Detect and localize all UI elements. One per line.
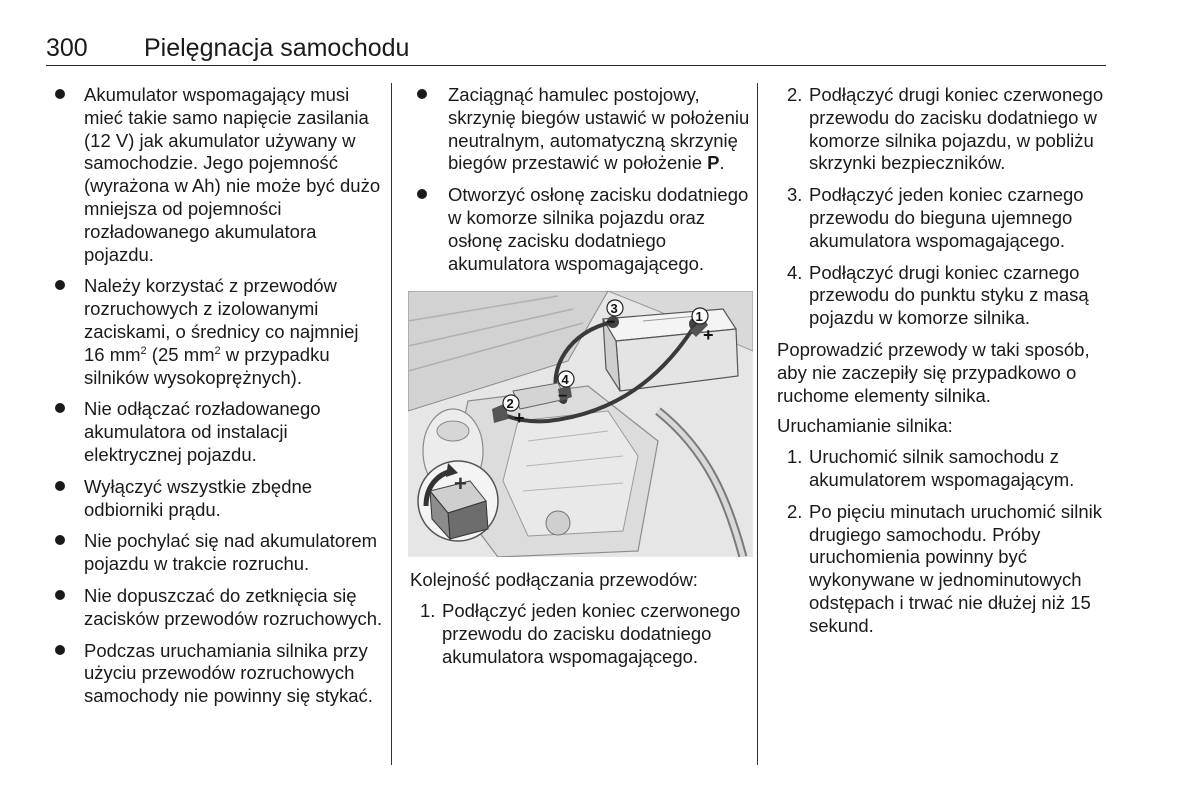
step-text: Podłączyć jeden koniec czarnego przewodu do bieguna ujemnego akumulatora wspomagającego. [809,184,1084,251]
superscript: 2 [214,344,221,357]
figure-label-4: 4 [561,372,569,388]
step-text: Podłączyć jeden koniec czerwonego przewodu do zacisku dodatniego akumulatora wspomagającego. [442,600,741,667]
engine-bay-drawing [408,291,753,557]
column-divider-1 [391,83,392,765]
figure-caption: Kolejność podłączania przewodów: [410,569,698,591]
bullet-icon [55,280,65,290]
superscript: 2 [140,344,147,357]
bullet-icon [55,645,65,655]
figure-minus-sign: − [558,388,568,406]
step-number: 4. [787,261,803,283]
list-item [410,84,750,175]
bullet-icon [417,189,427,199]
step-text: Po pięciu minutach uruchomić silnik drugiego samochodu. Próby uruchomienia powinny być wykonywane w jednominutowych odstępach i trwać nie dłużej niż 15 sekund. [809,500,1103,636]
gear-position-p: P [707,152,720,174]
list-item [48,640,383,708]
list-item [48,84,383,266]
list-item [777,446,1107,492]
list-item-text: Nie pochylać się nad akumulatorem pojazdu w trakcie rozruchu. [84,530,378,575]
step-number: 2. [787,84,803,105]
step-number: 1. [420,600,436,622]
list-item-text: Należy korzystać z przewodów rozruchowych z izolowanymi zaciskami, o średnicy co najmniej 16 mm [84,275,359,365]
list-item-text: Wyłączyć wszystkie zbędne odbiorniki prądu. [84,475,313,520]
column-3 [777,84,1107,647]
figure-label-2: 2 [506,396,514,412]
figure-label-1: 1 [695,309,703,325]
list-item [48,398,383,466]
step-text: Podłączyć drugi koniec czarnego przewodu do punktu styku z masą pojazdu w komorze silnika. [809,261,1089,329]
list-item [48,275,383,389]
engine-bay-illustration [408,291,753,557]
inset-plus-sign: + [454,471,467,497]
list-item [48,530,383,576]
list-item-text: Zaciągnąć hamulec postojowy, skrzynię biegów ustawić w położeniu neutralnym, automatyczną skrzynię biegów przestawić w położenie [448,84,750,174]
column-2 [410,84,750,678]
step-number: 3. [787,184,803,206]
list-item [410,600,750,668]
starting-engine-heading: Uruchamianie silnika: [777,415,953,437]
bullet-icon [55,89,65,99]
figure-plus-sign: + [514,408,525,429]
bullet-icon [55,403,65,413]
bullet-icon [417,89,427,99]
section-title: Pielęgnacja samochodu [144,34,410,62]
bullet-icon [55,590,65,600]
list-item [48,585,383,631]
list-item [410,184,750,275]
list-item-text: . [719,152,725,174]
preparation-list [410,84,750,275]
list-item-text: Otworzyć osłonę zacisku dodatniego w komorze silnika pojazdu oraz osłonę zacisku dodatniego akumulatora wspomagającego. [448,184,749,274]
figure-label-3: 3 [610,301,618,317]
list-item-text: Akumulator wspomagający musi mieć takie samo napięcie zasilania (12 V) jak akumulator używany w samochodzie. Jego pojemność (wyrażona w Ah) nie może być dużo mniejsza od pojemności rozładowanego akumulatora pojazdu. [84,84,381,265]
bullet-icon [55,535,65,545]
list-item [777,262,1107,330]
step-text: Podłączyć drugi koniec czerwonego przewodu do zacisku dodatniego w komorze silnika pojazdu, w pobliżu skrzynki bezpieczników. [809,84,1104,174]
starting-steps-list [777,446,1107,637]
step-number: 1. [787,446,803,468]
list-item [777,184,1107,252]
connection-steps-continued [777,84,1107,330]
list-item [777,501,1107,638]
page-header [46,34,1106,66]
list-item-text: Podczas uruchamiania silnika przy użyciu przewodów rozruchowych samochody nie powinny się stykać. [84,639,373,707]
column-divider-2 [757,83,758,765]
list-item [777,84,1107,175]
header-rule [46,65,1106,66]
list-item-text: Nie odłączać rozładowanego akumulatora od instalacji elektrycznej pojazdu. [84,398,321,465]
list-item [48,476,383,522]
step-number: 2. [787,500,803,522]
page-number: 300 [46,34,88,62]
figure-plus-sign: + [703,325,714,346]
precautions-list [48,84,383,708]
figure-minus-sign: − [606,314,616,332]
list-item-text: w przypadku silników wysokoprężnych). [84,343,330,388]
list-item-text: Nie dopuszczać do zetknięcia się zacisków przewodów rozruchowych. [84,584,383,629]
cable-routing-note: Poprowadzić przewody w taki sposób, aby nie zaczepiły się przypadkowo o ruchome elementy silnika. [777,338,1090,406]
step-text: Uruchomić silnik samochodu z akumulatorem wspomagającym. [809,446,1075,490]
connection-steps-list [410,600,750,668]
column-1 [48,84,383,717]
bullet-icon [55,481,65,491]
list-item-text: (25 mm [146,343,215,365]
